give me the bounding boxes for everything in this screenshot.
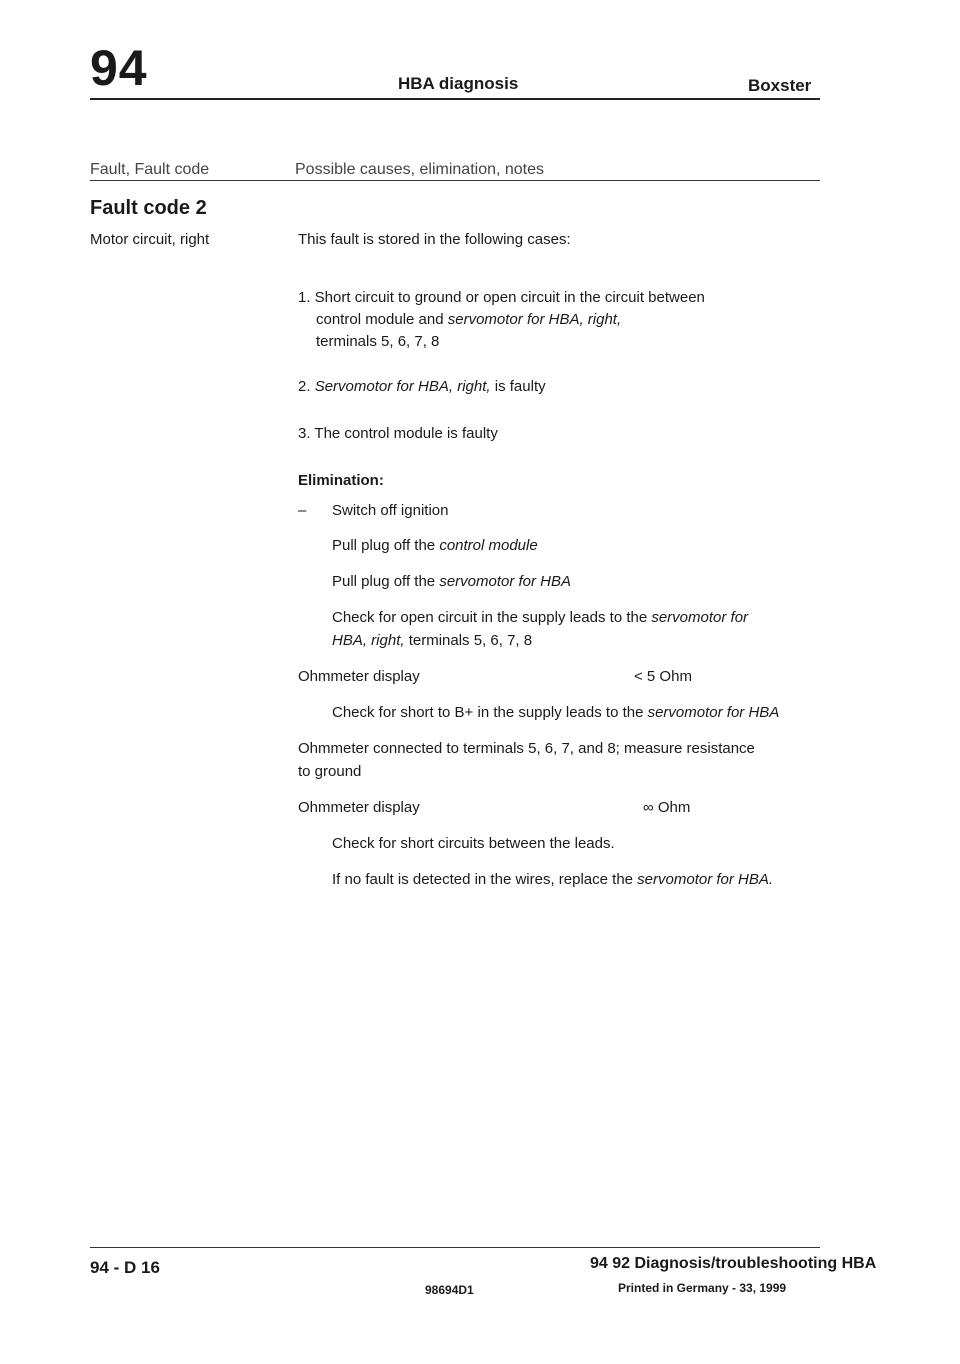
elimination-heading: Elimination: <box>298 472 384 489</box>
footer-document-number: 98694D1 <box>425 1283 474 1297</box>
step-5-prefix: Check for short to B+ in the supply leads to the <box>332 704 648 721</box>
ohmmeter-connected-line-1: Ohmmeter connected to terminals 5, 6, 7, and 8; measure resistance <box>298 740 755 757</box>
step-2-component: control module <box>439 537 538 554</box>
step-pull-plug-control-module <box>332 535 538 557</box>
footer-divider <box>90 1247 820 1248</box>
intro-text: This fault is stored in the following cases: <box>298 231 571 248</box>
step-switch-off-ignition: Switch off ignition <box>332 502 449 519</box>
ohmmeter-display-value-1: < 5 Ohm <box>634 668 692 685</box>
step-replace-servomotor <box>332 869 773 891</box>
step-check-short-b-plus <box>332 702 779 724</box>
step-pull-plug-servomotor <box>332 571 571 593</box>
page-header-model: Boxster <box>748 76 812 95</box>
step-check-open-circuit-line-2 <box>332 630 532 652</box>
step-check-open-circuit-line-1 <box>332 607 748 629</box>
step-5-component: servomotor for HBA <box>647 704 780 721</box>
case-1-line-2 <box>316 309 621 331</box>
fault-code-title: Fault code 2 <box>90 197 207 219</box>
step-4-component: servomotor for <box>651 609 749 626</box>
column-heading-causes: Possible causes, elimination, notes <box>295 161 545 178</box>
ohmmeter-display-value-2: ∞ Ohm <box>643 799 691 816</box>
case-1-component: servomotor for HBA, right, <box>447 311 622 328</box>
fault-code-description: Motor circuit, right <box>90 231 210 248</box>
case-2-component: Servomotor for HBA, right, <box>314 378 491 395</box>
case-1-line-3: terminals 5, 6, 7, 8 <box>316 333 440 350</box>
step-4-prefix: Check for open circuit in the supply leads to the <box>332 609 652 626</box>
header-divider <box>90 98 820 100</box>
footer-printed-note: Printed in Germany - 33, 1999 <box>618 1281 787 1295</box>
ohmmeter-display-label-1: Ohmmeter display <box>298 668 420 685</box>
page-header-title: HBA diagnosis <box>398 74 519 93</box>
ohmmeter-connected-line-2: to ground <box>298 763 362 780</box>
case-1-line-2-prefix: control module and <box>316 311 448 328</box>
column-heading-divider <box>90 180 820 181</box>
step-check-short-between-leads: Check for short circuits between the leads. <box>332 835 615 852</box>
step-3-prefix: Pull plug off the <box>332 573 440 590</box>
step-3-component: servomotor for HBA <box>439 573 572 590</box>
chapter-number: 94 <box>90 40 148 96</box>
footer-page-number: 94 - D 16 <box>90 1258 160 1277</box>
step-7-component: servomotor for HBA. <box>637 871 774 888</box>
step-4-component-cont: HBA, right, <box>332 632 405 649</box>
case-3: 3. The control module is faulty <box>298 425 498 442</box>
step-2-prefix: Pull plug off the <box>332 537 440 554</box>
case-2-prefix: 2. <box>298 378 315 395</box>
footer-section-title: 94 92 Diagnosis/troubleshooting HBA <box>590 1255 877 1272</box>
case-2-suffix: is faulty <box>490 378 546 395</box>
step-7-prefix: If no fault is detected in the wires, replace the <box>332 871 638 888</box>
case-2 <box>298 376 546 398</box>
case-1-line-1: 1. Short circuit to ground or open circuit in the circuit between <box>298 289 705 306</box>
ohmmeter-display-label-2: Ohmmeter display <box>298 799 420 816</box>
step-dash: – <box>298 502 307 519</box>
step-4-terminals: terminals 5, 6, 7, 8 <box>404 632 533 649</box>
column-heading-fault: Fault, Fault code <box>90 161 210 178</box>
